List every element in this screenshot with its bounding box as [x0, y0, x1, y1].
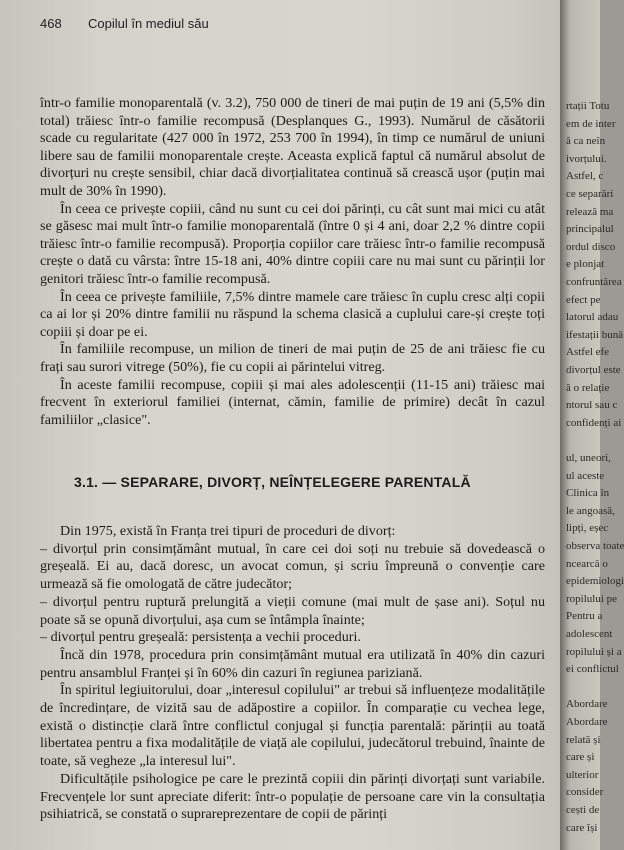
adjacent-page-fragment: efect pe	[566, 293, 601, 306]
list-item: – divorțul pentru ruptură prelungită a vieții comune (mai mult de șase ani). Soțul nu poate să se opună divorțului, așa cum se întâmpla înainte;	[40, 593, 545, 628]
adjacent-page-fragment: divorțul este	[566, 364, 621, 376]
paragraph: Încă din 1978, procedura prin consimțământ mutual era utilizată în 40% din cazuri pentru ansamblul Franței și în 60% din cazuri în regiunea pariziană.	[40, 646, 545, 681]
adjacent-page-fragment: ul aceste	[566, 469, 605, 482]
paragraph: Dificultățile psihologice pe care le prezintă copiii din părinți divorțați sunt variabile. Frecvențele lor sunt apreciate diferit: într-o populație de persoane care vin la consultația psihiatrică, se constată o suprareprezentare de copii de părinți	[40, 770, 545, 823]
adjacent-page-fragment: le angoasă,	[566, 504, 615, 517]
page-number: 468	[40, 16, 62, 31]
adjacent-page-fragment: Pentru a	[566, 610, 603, 623]
running-header	[40, 16, 209, 31]
adjacent-page-fragment: ă ca neîn	[566, 135, 606, 148]
paragraph: În familiile recompuse, un milion de tineri de mai puțin de 25 de ani trăiesc fie cu frați sau surori vitrege (50%), fie cu copii ai părintelui vitreg.	[40, 341, 545, 375]
adjacent-page-fragment: ifestații bună	[566, 328, 624, 341]
adjacent-page-fragment: care și	[566, 751, 595, 764]
adjacent-page-fragment: em de inter	[566, 117, 616, 130]
adjacent-page-fragment: ei conflictul	[566, 663, 619, 676]
adjacent-page-fragment: ivorțului.	[566, 152, 607, 165]
section-heading: 3.1. — SEPARARE, DIVORȚ, NEÎNȚELEGERE PARENTALĂ	[74, 474, 471, 490]
list-item: – divorțul pentru greșeală: persistența a vechii proceduri.	[40, 629, 361, 646]
paragraph: În spiritul legiuitorului, doar „interesul copilului" ar trebui să influențeze modalitățile de încredințare, de vizită sau de adăpostire a copiilor. În comparație cu vechea lege, există o distincție clară între conflictul conjugal și funcția parentală: părinții au toată libertatea pentru a fixa modalitățile de viață ale copilului, judecătorul trebuind, înainte de toate, să vegheze „la interesul lui".	[40, 682, 545, 770]
adjacent-page-fragment: Clinica în	[566, 487, 610, 500]
adjacent-page-fragment: Abordare	[566, 698, 608, 711]
adjacent-page-fragment: Astfel efe	[566, 346, 610, 359]
adjacent-page-fragment: confidenți ai	[566, 416, 622, 429]
running-title: Copilul în mediul său	[88, 16, 209, 31]
adjacent-page-fragment: relată și	[566, 733, 601, 746]
adjacent-page-fragment: confruntărea	[566, 276, 622, 288]
adjacent-page-fragment: epidemiologi	[566, 575, 624, 588]
body-text-bottom	[40, 523, 545, 824]
paragraph: În ceea ce privește familiile, 7,5% dintre mamele care trăiesc în cuplu cresc alți copii ca ai lor și 20% dintre familii nu răspund la schema clasică a cuplului care-și crește toți copiii și doar pe ei.	[40, 288, 545, 340]
adjacent-page-fragment: latorul adau	[566, 311, 619, 324]
adjacent-page-fragment: consider	[566, 786, 604, 799]
adjacent-page-fragment: care își	[566, 821, 598, 834]
body-text-top	[40, 95, 545, 429]
adjacent-page-fragment: ulterior	[566, 768, 599, 781]
adjacent-page-fragment: ncearcă o	[566, 557, 608, 570]
paragraph: În ceea ce privește copiii, când nu sunt cu cei doi părinți, cu cât sunt mai mici cu atât se găsesc mai mult într-o familie monoparentală (între 0 și 4 ani, doar 2,2 % dintre copii trăiesc într-o familie recompusă). Proporția copiilor care trăiesc într-o familie recompusă crește o dată cu vârsta: între 15-18 ani, 40% dintre copiii care nu mai sunt cu părinții lor genitori trăiesc într-o familie recompusă.	[40, 200, 545, 287]
adjacent-page-fragment: ropilului și a	[566, 645, 622, 658]
adjacent-page-fragment: ntorul sau c	[566, 399, 618, 412]
list-item: – divorțul prin consimțământ mutual, în care cei doi soți nu trebuie să dovedească o greșeală. Ei au, dacă doresc, un avocat comun, și scriu împreună o convenție care urmează să fie omologată de către judecător;	[40, 540, 545, 593]
adjacent-page-fragment: cești de	[566, 804, 600, 816]
adjacent-page-fragment: relează ma	[566, 205, 614, 218]
adjacent-page-edge	[560, 0, 624, 850]
adjacent-page-fragment: ă o relație	[566, 381, 610, 394]
paragraph: într-o familie monoparentală (v. 3.2), 750 000 de tineri de mai puțin de 19 ani (5,5% din total) trăiesc într-o familie recompusă (Desplanques G., 1993). Numărul de căsătorii scade cu regularitate (427 000 în 1972, 253 700 în 1994), în timp ce numărul de uniuni libere sau de familii monoparentale crește. Aceasta explică faptul că numărul absolut de divorțuri nu crește sensibil, chiar dacă divorțialitatea continuă să crească ușor (puțin mai mult de 30% în 1990).	[40, 95, 545, 199]
paragraph: Din 1975, există în Franța trei tipuri de proceduri de divorț:	[60, 523, 396, 539]
adjacent-page-fragment: Abordare	[566, 716, 608, 728]
adjacent-page-fragment: principalul	[566, 223, 614, 236]
adjacent-page-fragment: Astfel, c	[566, 170, 604, 183]
adjacent-page-fragment: ropilului pe	[566, 592, 618, 605]
adjacent-page-fragment: rtații Totu	[566, 100, 610, 112]
adjacent-page-fragment: ordul disco	[566, 240, 616, 253]
adjacent-page-fragment: adolescent	[566, 628, 613, 640]
paragraph: În aceste familii recompuse, copiii și mai ales adolescenții (11-15 ani) trăiesc mai frecvent în exteriorul familiei (internat, cămin, familie de primire) decât în cazul familiilor „clasice".	[40, 376, 545, 428]
adjacent-page-fragment: e plonjat	[566, 258, 605, 271]
adjacent-page-fragment: ce separări	[566, 188, 614, 200]
adjacent-page-fragment: ul, uneori,	[566, 452, 611, 464]
adjacent-page-fragment: lipți, eșec	[566, 522, 609, 535]
adjacent-page-fragment: observa toate	[566, 540, 624, 552]
